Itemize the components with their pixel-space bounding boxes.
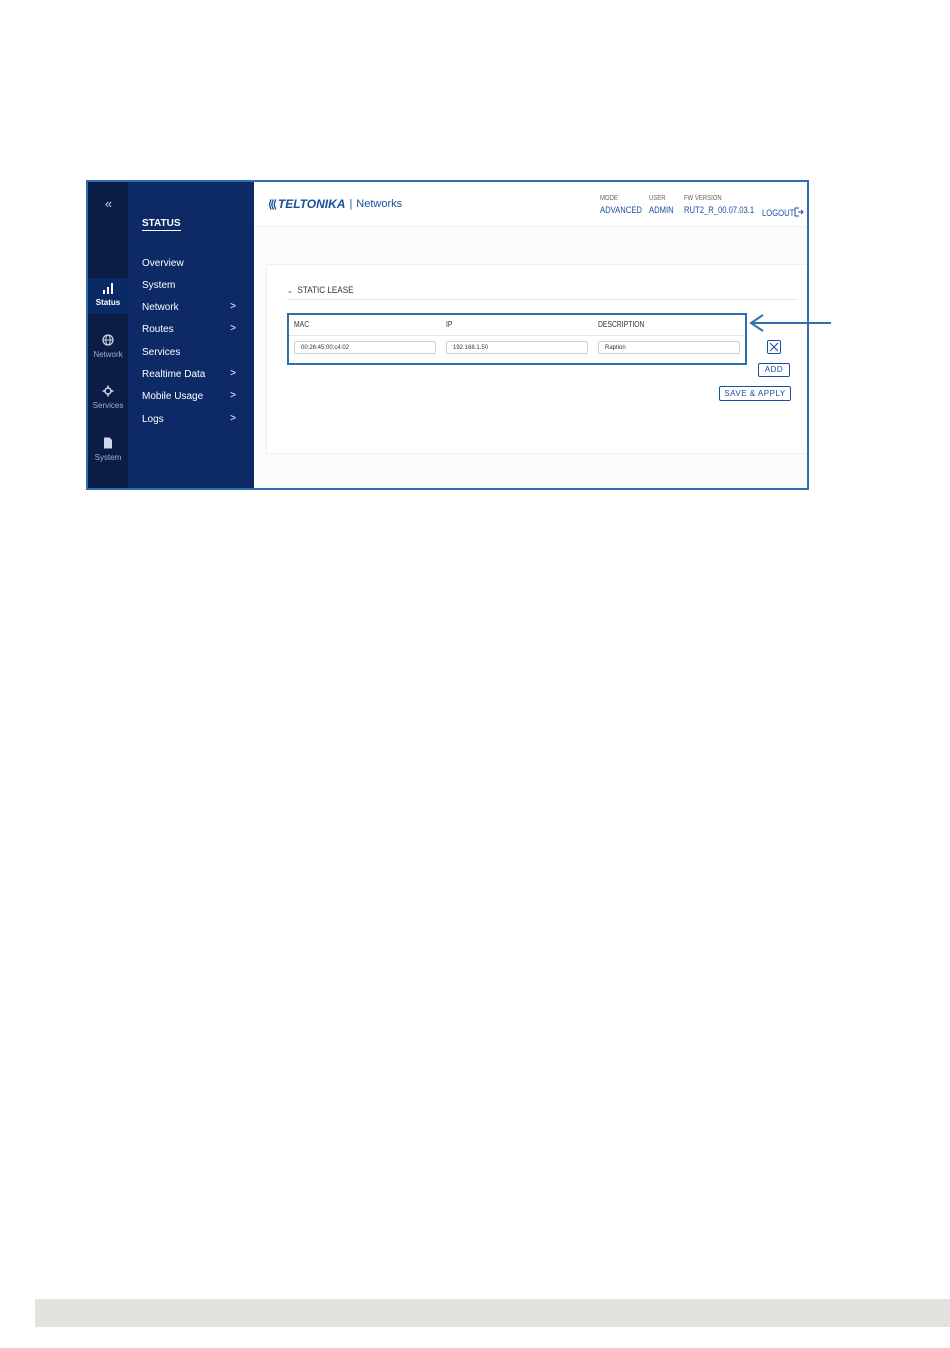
chevron-right-icon: > <box>230 301 236 312</box>
rail-item-services[interactable] <box>88 385 128 410</box>
menu-item-realtime-data[interactable] <box>142 369 246 380</box>
callout-arrow-icon <box>745 313 835 333</box>
menu-item-label: Overview <box>142 258 184 269</box>
gear-icon <box>88 385 128 399</box>
rail-item-system[interactable] <box>88 437 128 462</box>
fw-version-value: RUT2_R_00.07.03.1 <box>684 205 755 215</box>
file-icon <box>88 437 128 451</box>
user-label: USER <box>649 195 666 202</box>
static-lease-card <box>266 264 809 454</box>
main-content <box>254 182 807 488</box>
section-divider <box>287 299 798 300</box>
rail-label-network: Network <box>93 350 123 359</box>
logo-brand: TELTONIKA <box>277 197 346 211</box>
menu-item-overview[interactable] <box>142 258 246 269</box>
mac-field[interactable]: 00:26:45:00:c4:02 <box>294 341 436 354</box>
chevron-right-icon: > <box>230 368 236 379</box>
fw-version-label: FW VERSION <box>684 195 722 202</box>
table-header-divider <box>289 335 745 336</box>
fw-version-indicator <box>684 195 767 215</box>
menu-item-label: Realtime Data <box>142 369 206 380</box>
menu-item-label: Mobile Usage <box>142 391 204 402</box>
menu-item-label: Services <box>142 347 181 358</box>
menu-item-services[interactable] <box>142 347 246 358</box>
logout-link[interactable]: LOGOUT <box>762 208 795 218</box>
col-header-description: DESCRIPTION <box>598 320 645 329</box>
rail-item-network[interactable] <box>88 334 128 359</box>
rail-label-services: Services <box>92 401 124 410</box>
menu-item-label: Routes <box>142 324 174 335</box>
menu-item-mobile-usage[interactable] <box>142 391 246 402</box>
mode-value[interactable]: ADVANCED <box>600 205 642 215</box>
menu-item-network[interactable] <box>142 302 246 313</box>
menu-item-label: Network <box>142 302 179 313</box>
menu-item-logs[interactable] <box>142 414 246 425</box>
menu-item-label: Logs <box>142 414 164 425</box>
static-lease-header[interactable] <box>287 285 354 295</box>
top-bar <box>254 182 807 227</box>
close-icon <box>769 342 779 352</box>
mode-indicator <box>600 195 649 215</box>
section-title: STATIC LEASE <box>297 285 354 295</box>
logo-subtitle: Networks <box>356 198 403 210</box>
rail-label-system: System <box>94 453 122 462</box>
page-footer-bar <box>35 1299 950 1327</box>
description-field[interactable]: Raption <box>598 341 740 354</box>
add-button[interactable]: ADD <box>758 363 790 377</box>
menu-item-system[interactable] <box>142 280 246 291</box>
signal-icon <box>88 282 128 296</box>
panel-title: STATUS <box>142 218 181 229</box>
delete-row-button[interactable] <box>767 340 781 354</box>
rail-item-status[interactable] <box>88 278 128 314</box>
mode-label: MODE <box>600 195 618 202</box>
status-submenu-panel <box>128 182 254 488</box>
logout-icon[interactable] <box>794 207 804 220</box>
teltonika-logo[interactable] <box>268 197 402 211</box>
save-apply-button[interactable]: SAVE & APPLY <box>719 386 791 401</box>
user-value: ADMIN <box>649 205 674 215</box>
teltonika-logo-icon: ⟨⟨⟨ <box>268 198 275 211</box>
chevron-right-icon: > <box>230 323 236 334</box>
user-indicator <box>649 195 678 215</box>
chevron-right-icon: > <box>230 390 236 401</box>
ip-field[interactable]: 192.168.1.50 <box>446 341 588 354</box>
menu-item-routes[interactable] <box>142 324 246 335</box>
rail-label-status: Status <box>95 298 121 307</box>
globe-icon <box>88 334 128 348</box>
col-header-mac: MAC <box>294 320 310 329</box>
chevron-right-icon: > <box>230 413 236 424</box>
logo-separator: | <box>349 198 353 210</box>
icon-rail <box>88 182 128 488</box>
router-webui-screenshot <box>86 180 809 490</box>
menu-item-label: System <box>142 280 176 291</box>
static-lease-table <box>287 313 747 365</box>
col-header-ip: IP <box>446 320 453 329</box>
collapse-sidebar-icon[interactable]: « <box>104 196 112 211</box>
chevron-down-icon: ⌄ <box>287 286 294 295</box>
